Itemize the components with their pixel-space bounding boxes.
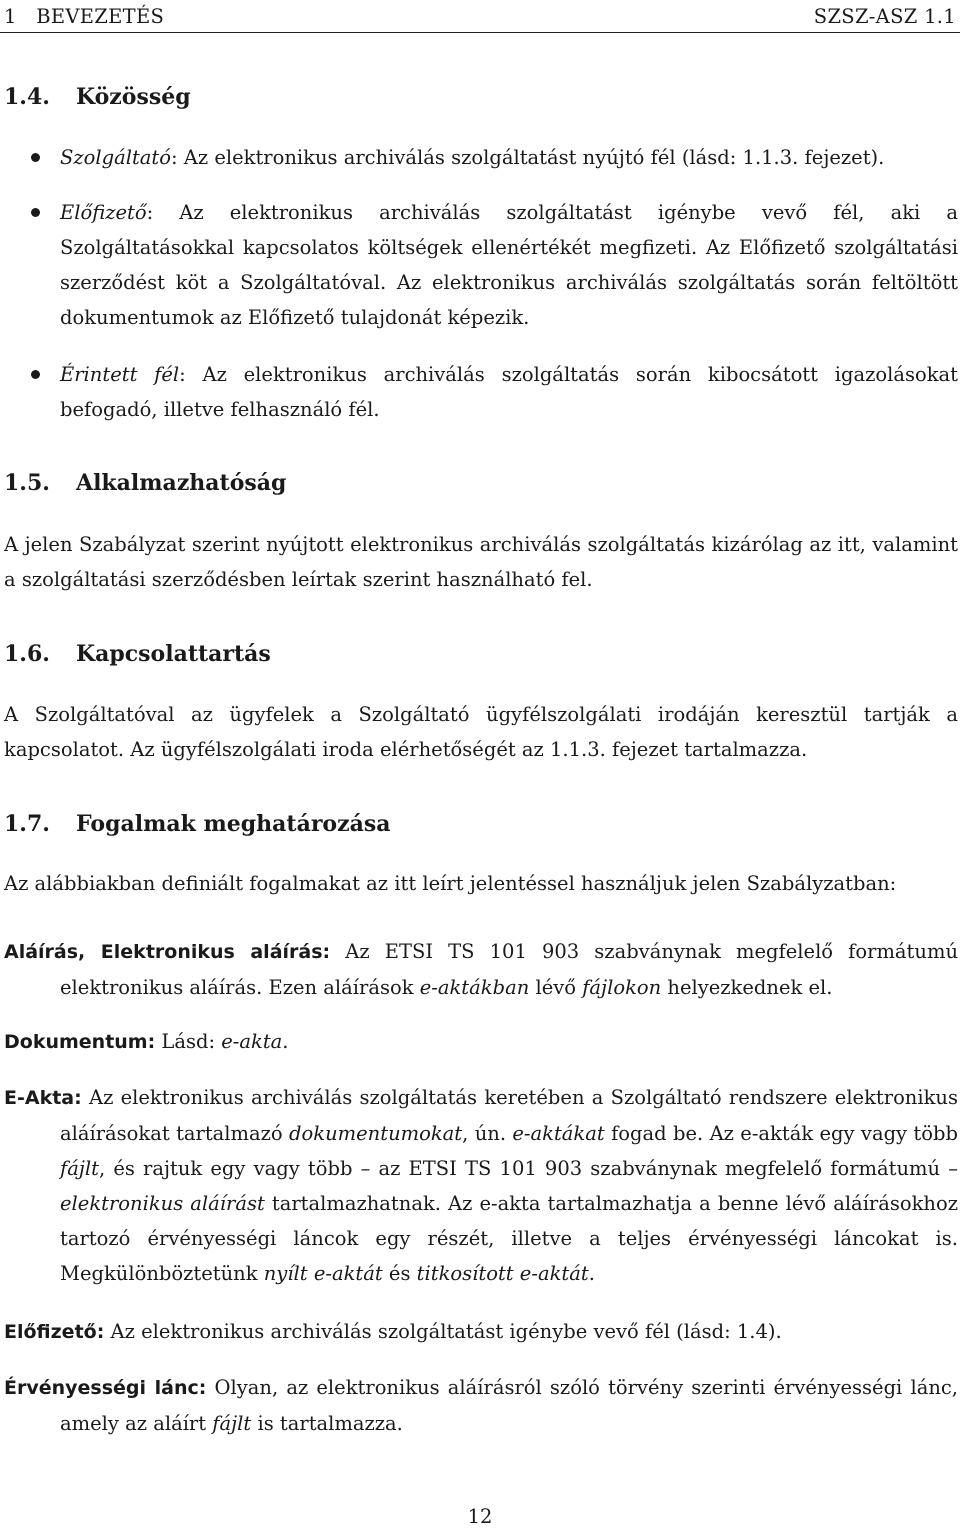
page-number: 12 — [467, 1505, 493, 1528]
bullet-icon — [31, 370, 40, 379]
definition-body — [4, 1024, 958, 1060]
term-description: : Az elektronikus archiválás szolgáltatást nyújtó fél (lásd: 1.1.3. fejezet). — [171, 146, 885, 169]
header-doc-id: SZSZ-ASZ 1.1 — [813, 5, 956, 28]
list-item-text — [60, 140, 958, 175]
definition-text: és — [382, 1262, 417, 1285]
header-chapter: 1 BEVEZETÉS — [4, 5, 165, 28]
definition-term: Aláírás, Elektronikus aláírás: — [4, 941, 331, 963]
contact-paragraph — [4, 697, 958, 767]
bullet-icon — [31, 208, 40, 217]
section-title: Alkalmazhatóság — [76, 470, 287, 496]
definition-italic: titkosított e-aktát — [416, 1262, 589, 1285]
definition-italic: nyílt e-aktát — [263, 1262, 383, 1285]
definition-text: , ún. — [462, 1122, 513, 1145]
section-title: Kapcsolattartás — [76, 641, 271, 667]
definition-dokumentum — [4, 1024, 958, 1060]
definition-text: fogad be. Az e-akták egy vagy több — [604, 1122, 958, 1145]
definition-italic: e-aktákban — [419, 976, 530, 999]
definition-term: Előfizető: — [4, 1321, 105, 1343]
applicability-paragraph — [4, 527, 958, 597]
running-header — [0, 2, 960, 33]
definition-italic: fájlt — [60, 1157, 99, 1180]
definition-text: Lásd: — [155, 1030, 222, 1053]
definition-text: tartalmazhatnak. Az e-akta tartalmazhatja a benne lévő aláírásokhoz tartozó érvényességi láncok egy részét, illetve a teljes érvényességi láncokat is. Megkülönböztetünk — [60, 1192, 959, 1285]
definition-text: lévő — [529, 976, 583, 999]
definition-italic: fájlt — [212, 1412, 252, 1435]
section-heading-1-5 — [4, 470, 958, 496]
paragraph-text: A Szolgáltatóval az ügyfelek a Szolgáltató ügyfélszolgálati irodáján keresztül tartják a kapcsolatot. Az ügyfélszolgálati iroda elérhetőségét az 1.1.3. fejezet tartalmazza. — [4, 703, 958, 761]
definition-italic: elektronikus aláírást — [60, 1192, 265, 1215]
definition-ervenyesseg — [4, 1370, 958, 1441]
section-heading-1-4 — [4, 84, 958, 110]
bullet-icon — [31, 153, 40, 162]
section-heading-1-7 — [4, 811, 958, 837]
definition-term: E-Akta: — [4, 1087, 82, 1109]
definition-text: Olyan, az elektronikus aláírásról szóló törvény szerinti érvényességi lánc, amely az aláírt — [60, 1376, 958, 1435]
section-number: 1.5. — [4, 470, 50, 496]
definition-term: Érvényességi lánc: — [4, 1377, 207, 1399]
section-number: 1.4. — [4, 84, 50, 110]
definition-text: , és rajtuk egy vagy több – az ETSI TS 101 903 szabványnak megfelelő formátumú – — [98, 1157, 958, 1180]
definition-alairas — [4, 934, 958, 1005]
paragraph-text: A jelen Szabályzat szerint nyújtott elektronikus archiválás szolgáltatás kizárólag az itt, valamint a szolgáltatási szerződésben leírtak szerint használható fel. — [4, 533, 958, 591]
definition-text: helyezkednek el. — [661, 976, 833, 999]
section-title: Fogalmak meghatározása — [76, 811, 391, 837]
definition-italic: e-aktákat — [512, 1122, 605, 1145]
definition-body — [4, 1080, 958, 1291]
definition-text: Az elektronikus archiválás szolgáltatás keretében a Szolgáltató rendszere elektronikus aláírásokat tartalmazó — [60, 1086, 958, 1145]
section-number: 1.7. — [4, 811, 50, 837]
term-description: : Az elektronikus archiválás szolgáltatást igénybe vevő fél, aki a Szolgáltatásokkal kapcsolatos költségek ellenértékét megfizeti. Az Előfizető szolgáltatási szerződést köt a Szolgáltatóval. Az elektronikus archiválás szolgáltatás során feltöltött dokumentumok az Előfizető tulajdonát képezik. — [60, 201, 958, 329]
definition-text: is tartalmazza. — [251, 1412, 403, 1435]
definition-body — [4, 1314, 958, 1350]
definition-text: . — [282, 1030, 289, 1053]
definition-italic: fájlokon — [582, 976, 662, 999]
definition-body — [4, 934, 958, 1005]
section-title: Közösség — [76, 84, 191, 110]
section-number: 1.6. — [4, 641, 50, 667]
definition-text: . — [588, 1262, 595, 1285]
definition-term: Dokumentum: — [4, 1031, 156, 1053]
term-italic: Előfizető — [60, 201, 147, 224]
term-italic: Érintett fél — [60, 363, 180, 386]
list-item-text — [60, 195, 958, 335]
definition-italic: e-akta — [221, 1030, 283, 1053]
definition-italic: dokumentumokat — [289, 1122, 463, 1145]
definitions-intro: Az alábbiakban definiált fogalmakat az itt leírt jelentéssel használjuk jelen Szabályzatban: — [4, 872, 897, 895]
section-heading-1-6 — [4, 641, 958, 667]
term-italic: Szolgáltató — [60, 146, 171, 169]
definition-eakta — [4, 1080, 958, 1291]
list-item-text — [60, 357, 958, 427]
definition-text: Az elektronikus archiválás szolgáltatást igénybe vevő fél (lásd: 1.4). — [104, 1320, 782, 1343]
definition-text: Az ETSI TS 101 903 szabványnak megfelelő formátumú elektronikus aláírás. Ezen aláírások — [60, 940, 958, 999]
definition-elofizeto — [4, 1314, 958, 1350]
definition-body — [4, 1370, 958, 1441]
term-description: : Az elektronikus archiválás szolgáltatás során kibocsátott igazolásokat befogadó, illetve felhasználó fél. — [60, 363, 959, 421]
